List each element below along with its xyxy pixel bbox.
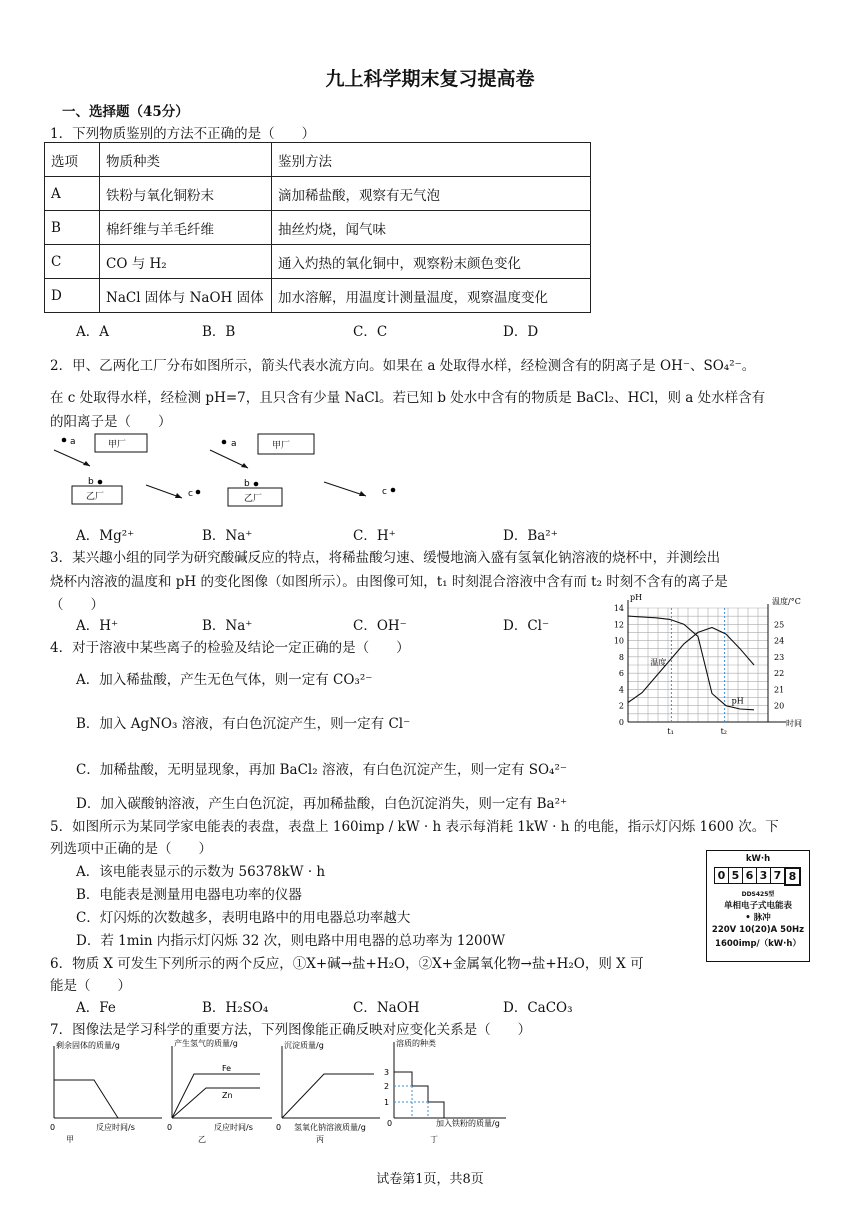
q1-table xyxy=(44,142,591,313)
q5-option-a: A．该电能表显示的示数为 56378kW · h xyxy=(76,864,326,880)
y-tick-label: 2 xyxy=(618,701,624,711)
q6-option-b: B．H₂SO₄ xyxy=(202,1000,269,1016)
meter-digit: 7 xyxy=(770,867,785,884)
page-footer: 试卷第1页，共8页 xyxy=(376,1172,484,1187)
label-a: a xyxy=(231,439,237,449)
q2-factory-diagram xyxy=(50,430,430,512)
q4-option-c: C．加稀盐酸，无明显现象，再加 BaCl₂ 溶液，有白色沉淀产生，则一定有 SO₄²⁻ xyxy=(76,762,567,778)
meter-unit: kW·h xyxy=(745,854,771,864)
y-tick-label: 6 xyxy=(618,669,624,679)
q3-option-c: C．OH⁻ xyxy=(353,618,407,634)
graph-ding xyxy=(384,1038,506,1144)
table-cell: A xyxy=(45,177,100,211)
q7-stem: 7．图像法是学习科学的重要方法，下列图像能正确反映对应变化关系是（ ） xyxy=(50,1022,532,1038)
table-cell: 加水溶解，用温度计测量温度，观察温度变化 xyxy=(272,279,591,313)
page-title: 九上科学期末复习提高卷 xyxy=(325,68,535,90)
table-header-row xyxy=(45,143,591,177)
jia-factory-label: 甲厂 xyxy=(272,441,291,451)
graph-ding-name: 丁 xyxy=(430,1135,438,1144)
graph-bing-name: 丙 xyxy=(316,1135,324,1144)
table-cell: NaCl 固体与 NaOH 固体 xyxy=(100,279,272,313)
series-label: pH xyxy=(731,696,744,706)
table-header-cell: 选项 xyxy=(45,143,100,177)
q3-option-a: A．H⁺ xyxy=(76,618,119,634)
graph-ding-ylabel: 溶质的种类 xyxy=(396,1039,436,1048)
tick-3: 3 xyxy=(384,1068,390,1077)
origin-zero: 0 xyxy=(50,1123,56,1132)
y-tick-label: 21 xyxy=(774,685,785,695)
origin-zero: 0 xyxy=(167,1123,173,1132)
y-tick-label: 4 xyxy=(618,685,624,695)
fe-label: Fe xyxy=(222,1064,232,1073)
table-header-cell: 鉴别方法 xyxy=(272,143,591,177)
table-cell: C xyxy=(45,245,100,279)
label-c: c xyxy=(188,489,193,499)
y-axis-label: 温度/°C xyxy=(772,597,801,606)
table-cell: 抽丝灼烧，闻气味 xyxy=(272,211,591,245)
q4-option-b: B．加入 AgNO₃ 溶液，有白色沉淀产生，则一定有 Cl⁻ xyxy=(76,716,411,732)
y-tick-label: 14 xyxy=(613,604,624,613)
table-cell: B xyxy=(45,211,100,245)
graph-bing-ylabel: 沉淀质量/g xyxy=(284,1041,324,1050)
q2-option-c: C．H⁺ xyxy=(353,528,396,544)
table-header-cell: 物质种类 xyxy=(100,143,272,177)
q2-line2: 在 c 处取得水样，经检测 pH=7，且只含有少量 NaCl。若已知 b 处水中含有的物质是 BaCl₂、HCl，则 a 处水样含有 xyxy=(50,390,766,406)
x-tick-label: t₂ xyxy=(720,727,728,736)
graph-jia-name: 甲 xyxy=(66,1135,74,1144)
origin-zero: 0 xyxy=(276,1123,282,1132)
table-row xyxy=(45,211,591,245)
q3-line3: （ ） xyxy=(50,597,104,613)
q5-line2: 列选项中正确的是（ ） xyxy=(50,841,212,857)
y-tick-label: 24 xyxy=(774,636,785,646)
graph-jia-ylabel: 剩余固体的质量/g xyxy=(56,1041,120,1050)
q2-line1: 2．甲、乙两化工厂分布如图所示，箭头代表水流方向。如果在 a 处取得水样，经检测含有的阴离子是 OH⁻、SO₄²⁻。 xyxy=(50,358,756,374)
jia-factory-label: 甲厂 xyxy=(108,440,127,450)
y-tick-label: 22 xyxy=(774,669,785,679)
q6-option-d: D．CaCO₃ xyxy=(503,1000,573,1016)
q4-option-d: D．加入碳酸钠溶液，产生白色沉淀，再加稀盐酸，白色沉淀消失，则一定有 Ba²⁺ xyxy=(76,796,568,812)
graph-yi-ylabel: 产生氢气的质量/g xyxy=(174,1039,238,1048)
q3-option-b: B．Na⁺ xyxy=(202,618,253,634)
yi-factory-label: 乙厂 xyxy=(244,494,263,504)
q2-option-d: D．Ba²⁺ xyxy=(503,528,558,544)
q5-option-b: B．电能表是测量用电器电功率的仪器 xyxy=(76,887,302,903)
y-tick-label: 20 xyxy=(774,701,785,711)
meter-model: DDS425型 xyxy=(741,891,775,898)
table-cell: 通入灼热的氧化铜中，观察粉末颜色变化 xyxy=(272,245,591,279)
q2-line3: 的阳离子是（ ） xyxy=(50,414,172,430)
graph-jia-xlabel: 反应时间/s xyxy=(96,1123,135,1132)
q1-option-c: C．C xyxy=(353,324,388,340)
table-cell: 滴加稀盐酸，观察有无气泡 xyxy=(272,177,591,211)
q4-option-a: A．加入稀盐酸，产生无色气体，则一定有 CO₃²⁻ xyxy=(76,672,373,688)
table-cell: 铁粉与氧化铜粉末 xyxy=(100,177,272,211)
graph-bing-xlabel: 氢氧化钠溶液质量/g xyxy=(294,1123,366,1132)
graph-yi-xlabel: 反应时间/s xyxy=(214,1123,253,1132)
graph-yi xyxy=(167,1038,272,1144)
y-tick-label: 0 xyxy=(618,718,624,727)
y-tick-label: 12 xyxy=(613,620,624,630)
yi-factory-label: 乙厂 xyxy=(86,492,105,502)
q3-line2: 烧杯内溶液的温度和 pH 的变化图像（如图所示）。由图像可知，t₁ 时刻混合溶液中含有而 t₂ 时刻不含有的离子是 xyxy=(50,574,728,590)
y-axis-label: pH xyxy=(630,593,643,602)
q1-stem: 1．下列物质鉴别的方法不正确的是（ ） xyxy=(50,126,316,142)
graph-bing xyxy=(276,1040,380,1144)
meter-digits xyxy=(707,867,809,886)
q6-option-a: A．Fe xyxy=(76,1000,116,1016)
meter-spec: 220V 10(20)A 50Hz xyxy=(711,925,805,935)
q6-line1: 6．物质 X 可发生下列所示的两个反应，①X+碱→盐+H₂O，②X+金属氧化物→盐+H₂O，则 X 可 xyxy=(50,956,644,972)
label-a: a xyxy=(70,437,76,447)
table-row xyxy=(45,245,591,279)
x-tick-label: t₁ xyxy=(667,727,674,736)
meter-digit: 6 xyxy=(742,867,757,884)
y-tick-label: 10 xyxy=(613,636,624,646)
y-tick-label: 25 xyxy=(774,620,785,630)
label-b: b xyxy=(88,477,94,487)
q6-option-c: C．NaOH xyxy=(353,1000,420,1016)
meter-digit: 8 xyxy=(784,867,801,886)
table-row xyxy=(45,177,591,211)
y-tick-label: 23 xyxy=(774,652,785,662)
q6-line2: 能是（ ） xyxy=(50,978,131,994)
graph-jia xyxy=(50,1040,162,1144)
meter-rate: 1600imp/（kW·h） xyxy=(715,939,801,949)
series-label: 温度 xyxy=(650,658,667,667)
meter-pulse: • 脉冲 xyxy=(745,913,771,923)
q1-option-a: A．A xyxy=(76,324,109,340)
x-axis-label: 时间 xyxy=(786,719,802,728)
electricity-meter xyxy=(706,850,810,962)
q1-option-d: D．D xyxy=(503,324,539,340)
label-b: b xyxy=(244,479,250,489)
q3-option-d: D．Cl⁻ xyxy=(503,618,550,634)
y-tick-label: 8 xyxy=(618,652,624,662)
label-c: c xyxy=(382,487,387,497)
tick-2: 2 xyxy=(384,1082,390,1091)
meter-digit: 3 xyxy=(756,867,771,884)
q5-option-d: D．若 1min 内指示灯闪烁 32 次，则电路中用电器的总功率为 1200W xyxy=(76,933,506,949)
q4-stem: 4．对于溶液中某些离子的检验及结论一定正确的是（ ） xyxy=(50,640,410,656)
q2-option-b: B．Na⁺ xyxy=(202,528,253,544)
q7-graphs xyxy=(44,1038,524,1148)
tick-1: 1 xyxy=(384,1098,390,1107)
meter-digit: 5 xyxy=(728,867,743,884)
table-cell: 棉纤维与羊毛纤维 xyxy=(100,211,272,245)
origin-zero: 0 xyxy=(387,1119,393,1128)
table-cell: D xyxy=(45,279,100,313)
table-row xyxy=(45,279,591,313)
table-cell: CO 与 H₂ xyxy=(100,245,272,279)
meter-name: 单相电子式电能表 xyxy=(723,901,792,911)
q5-line1: 5．如图所示为某同学家电能表的表盘，表盘上 160imp / kW · h 表示每消耗 1kW · h 的电能，指示灯闪烁 1600 次。下 xyxy=(50,819,779,835)
ph-temperature-chart xyxy=(608,590,812,740)
q3-line1: 3．某兴趣小组的同学为研究酸碱反应的特点，将稀盐酸匀速、缓慢地滴入盛有氢氧化钠溶液的烧杯中，并测绘出 xyxy=(50,550,721,566)
meter-digit: 0 xyxy=(714,867,729,884)
section-heading: 一、选择题（45分） xyxy=(62,104,189,120)
q2-option-a: A．Mg²⁺ xyxy=(76,528,135,544)
graph-yi-name: 乙 xyxy=(198,1135,206,1144)
graph-ding-xlabel: 加入铁粉的质量/g xyxy=(436,1119,500,1128)
zn-label: Zn xyxy=(222,1091,233,1100)
q5-option-c: C．灯闪烁的次数越多，表明电路中的用电器总功率越大 xyxy=(76,910,411,926)
q1-option-b: B．B xyxy=(202,324,236,340)
